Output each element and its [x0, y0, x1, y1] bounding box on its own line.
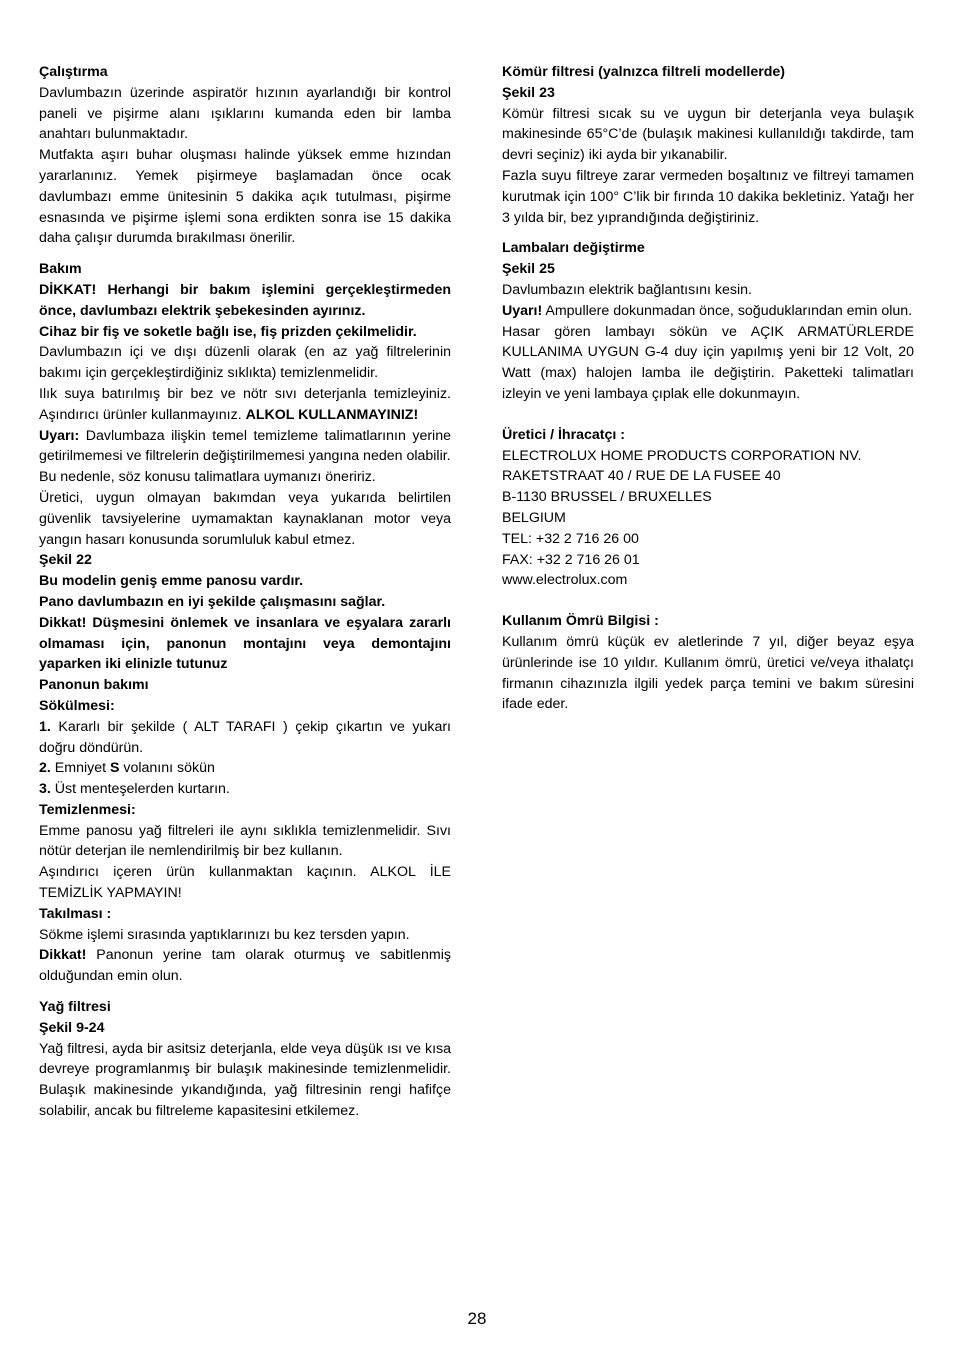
- bold-note: Bu modelin geniş emme panosu vardır.: [39, 573, 304, 590]
- warning-text: DİKKAT! Herhangi bir bakım işlemini gerçekleştirmeden önce, davlumbazı elektrik şebekesinden ayırınız.: [39, 281, 451, 319]
- warning-label: Dikkat!: [39, 947, 87, 964]
- paragraph: Davlumbazın elektrik bağlantısını kesin.: [502, 281, 752, 298]
- paragraph: Üretici, uygun olmayan bakımdan veya yukarıda belirtilen güvenlik tavsiyelerine uymamaktan kaynaklanan motor veya yangın hasarı konusunda sorumluluk kabul etmez.: [39, 489, 451, 548]
- subheading: Takılması :: [39, 905, 112, 922]
- paragraph: Davlumbazın üzerinde aspiratör hızının ayarlandığı bir kontrol paneli ve pişirme alanı ışıklarını kumanda eden bir lamba anahtarı bulunmaktadır.: [39, 84, 451, 143]
- paragraph: Sökme işlemi sırasında yaptıklarınızı bu kez tersden yapın.: [39, 926, 410, 943]
- spacer: [39, 987, 451, 997]
- website-line: www.electrolux.com: [502, 572, 628, 589]
- paragraph: Emme panosu yağ filtreleri ile aynı sıklıkla temizlenmelidir. Sıvı nötür deterjan ile nemlendirilmiş bir bez kullanın.: [39, 822, 451, 860]
- address-line: B-1130 BRUSSEL / BRUXELLES: [502, 489, 712, 506]
- paragraph: [39, 945, 451, 987]
- step-text: volanını sökün: [119, 760, 215, 777]
- section-heading-bakim: Bakım: [39, 261, 82, 278]
- paragraph: Fazla suyu filtreye zarar vermeden boşaltınız ve filtreyi tamamen kurutmak için 100° C’lik bir fırında 10 dakika bekletiniz. Yatağı her 3 yılda bir, bez yıprandığında değiştiriniz.: [502, 167, 914, 226]
- figure-reference: Şekil 25: [502, 261, 555, 278]
- address-line: BELGIUM: [502, 509, 566, 526]
- paragraph-text: Ilık suya batırılmış bir bez ve nötr sıvı deterjanla temizleyiniz. Aşındırıcı ürünler kullanmayınız.: [39, 385, 451, 423]
- step-number: 2.: [39, 760, 51, 777]
- step-number: 1.: [39, 718, 51, 735]
- phone-line: TEL: +32 2 716 26 00: [502, 530, 639, 547]
- paragraph: Bu nedenle, söz konusu talimatlara uymanızı öneririz.: [39, 469, 376, 486]
- warning-body: Panonun yerine tam olarak oturmuş ve sabitlenmiş olduğundan emin olun.: [39, 947, 451, 985]
- subheading: Temizlenmesi:: [39, 801, 136, 818]
- paragraph: Kullanım ömrü küçük ev aletlerinde 7 yıl, diğer beyaz eşya ürünlerinde ise 10 yıldır. Kullanım ömrü, üretici ve/veya ithalatçı firmanın cihazınızla ilgili yedek parça temini ve bakım süresini ifade eder.: [502, 633, 914, 713]
- page-number: 28: [467, 1309, 487, 1328]
- section-heading-lamba: Lambaları değiştirme: [502, 240, 645, 257]
- alcohol-warning: ALKOL KULLANMAYINIZ!: [245, 406, 419, 423]
- step-emphasis: S: [109, 760, 120, 777]
- spacer: [502, 405, 914, 425]
- paragraph: Davlumbazın içi ve dışı düzenli olarak (en az yağ filtrelerinin bakımı için gerçekleştirdiğiniz sıklıkta) temizlenmelidir.: [39, 344, 451, 382]
- list-item: [39, 758, 451, 779]
- spacer: [502, 228, 914, 238]
- fax-line: FAX: +32 2 716 26 01: [502, 551, 640, 568]
- step-text: Üst menteşelerden kurtarın.: [50, 781, 230, 798]
- paragraph: Aşındırıcı içeren ürün kullanmaktan kaçının. ALKOL İLE TEMİZLİK YAPMAYIN!: [39, 864, 451, 902]
- paragraph: [39, 384, 451, 426]
- paragraph: Yağ filtresi, ayda bir asitsiz deterjanla, elde veya düşük ısı ve kısa devreye programlanmış bir bulaşık makinesinde temizlenmelidir. Bulaşık makinesinde yıkandığında, yağ filtresinin rengi hafifçe solabilir, ancak bu filtreleme kapasitesini etkilemez.: [39, 1040, 451, 1120]
- figure-reference: Şekil 23: [502, 84, 555, 101]
- spacer: [502, 591, 914, 611]
- section-heading-calistirma: Çalıştırma: [39, 64, 108, 80]
- section-heading-yag-filtresi: Yağ filtresi: [39, 999, 111, 1016]
- warning-body: Davlumbaza ilişkin temel temizleme talimatlarının yerine getirilmemesi ve filtrelerin değiştirilmemesi yangına neden olabilir.: [39, 427, 451, 465]
- left-column: [39, 62, 451, 1122]
- warning-label: Uyarı!: [502, 302, 543, 319]
- step-number: 3.: [39, 781, 51, 798]
- subheading: Sökülmesi:: [39, 697, 115, 714]
- address-line: RAKETSTRAAT 40 / RUE DE LA FUSEE 40: [502, 468, 781, 485]
- warning-label: Uyarı:: [39, 427, 80, 444]
- section-heading-kullanim-omru: Kullanım Ömrü Bilgisi :: [502, 613, 659, 630]
- paragraph: Hasar gören lambayı sökün ve AÇIK ARMATÜRLERDE KULLANIMA UYGUN G-4 duy için yapılmış yeni bir 12 Volt, 20 Watt (max) halojen lamba ile değiştirin. Paketteki talimatları izleyin ve yeni lambaya çıplak elle dokunmayın.: [502, 323, 914, 402]
- paragraph: [39, 426, 451, 468]
- warning-text: Cihaz bir fiş ve soketle bağlı ise, fiş prizden çekilmelidir.: [39, 323, 417, 340]
- bold-note: Dikkat! Düşmesini önlemek ve insanlara ve eşyalara zararlı olmaması için, panonun montajını veya demontajını yaparken iki elinizle tutunuz: [39, 614, 451, 673]
- bold-note: Pano davlumbazın en iyi şekilde çalışmasını sağlar.: [39, 593, 386, 610]
- list-item: [39, 717, 451, 759]
- section-heading-komur-filtresi: Kömür filtresi (yalnızca filtreli modellerde): [502, 64, 786, 80]
- paragraph: Kömür filtresi sıcak su ve uygun bir deterjanla veya bulaşık makinesinde 65°C’de (bulaşık makinesi kullanıldığı takdirde, tam devri seçiniz) iki ayda bir yıkanabilir.: [502, 105, 914, 164]
- warning-body: Ampullere dokunmadan önce, soğuduklarından emin olun.: [542, 302, 913, 319]
- figure-reference: Şekil 9-24: [39, 1019, 105, 1036]
- section-heading-uretici: Üretici / İhracatçı :: [502, 426, 626, 443]
- step-text: Emniyet: [50, 760, 110, 777]
- step-text: Kararlı bir şekilde ( ALT TARAFI ) çekip çıkartın ve yukarı doğru döndürün.: [39, 718, 451, 756]
- paragraph: [502, 301, 914, 322]
- paragraph: Mutfakta aşırı buhar oluşması halinde yüksek emme hızından yararlanınız. Yemek pişirmeye başlamadan önce ocak davlumbazı emme ünitesinin 5 dakika açık tutulması, pişirme esnasında ve pişirme işlemi sona erdikten sonra ise 15 dakika daha çalışır durumda bırakılması önerilir.: [39, 147, 451, 247]
- right-column: [502, 62, 914, 715]
- address-line: ELECTROLUX HOME PRODUCTS CORPORATION NV.: [502, 447, 862, 464]
- list-item: [39, 779, 451, 800]
- subheading: Panonun bakımı: [39, 677, 149, 694]
- spacer: [39, 249, 451, 259]
- figure-reference: Şekil 22: [39, 552, 92, 569]
